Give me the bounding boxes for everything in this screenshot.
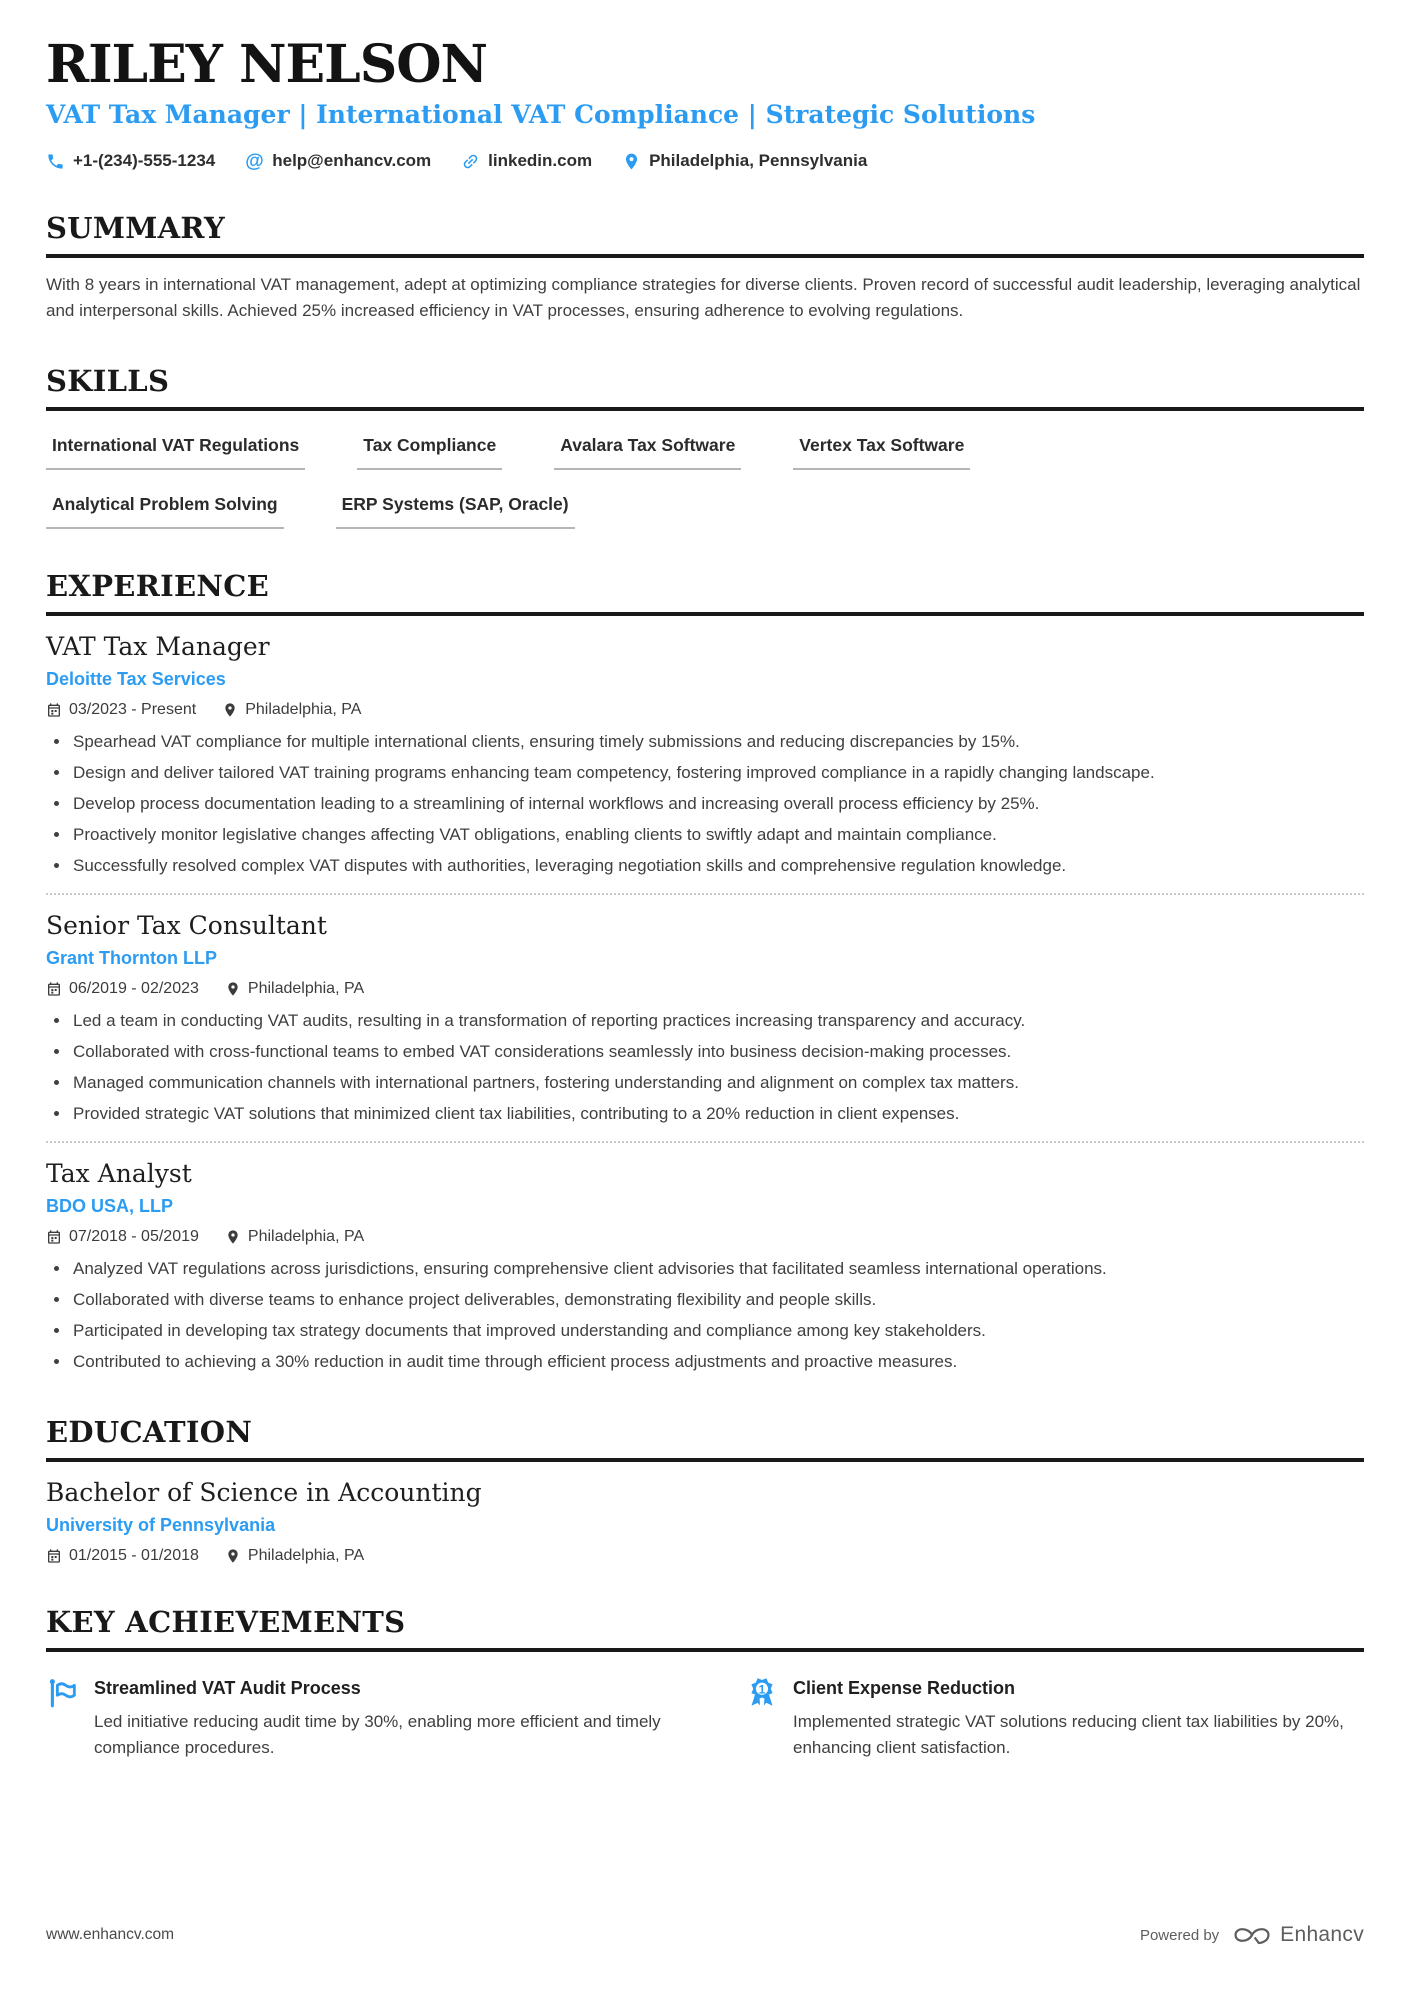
- bullet-item: • Collaborated with cross-functional teams to embed VAT considerations seamlessly into business decision-making processes.: [71, 1039, 1364, 1065]
- contact-location-value: Philadelphia, Pennsylvania: [649, 151, 868, 171]
- contact-link[interactable]: [461, 151, 592, 171]
- job-location: [225, 1228, 364, 1246]
- bullet-item: • Successfully resolved complex VAT disputes with authorities, leveraging negotiation skills and comprehensive regulation knowledge.: [71, 853, 1364, 879]
- job-dates-text: 06/2019 - 02/2023: [69, 980, 199, 998]
- skill-item: Vertex Tax Software: [793, 435, 970, 470]
- skills-section: [46, 364, 1364, 529]
- job-dates: [46, 1228, 199, 1246]
- calendar-icon: [46, 981, 62, 997]
- experience-section: [46, 569, 1364, 1375]
- job-company[interactable]: Deloitte Tax Services: [46, 669, 226, 690]
- job-dates: [46, 701, 196, 719]
- bullet-item: • Develop process documentation leading to a streamlining of internal workflows and increasing overall process efficiency by 25%.: [71, 791, 1364, 817]
- job-dates: [46, 980, 199, 998]
- person-headline: VAT Tax Manager | International VAT Compliance | Strategic Solutions: [46, 99, 1036, 129]
- achievements-heading: KEY ACHIEVEMENTS: [46, 1605, 1364, 1652]
- calendar-icon: [46, 1548, 62, 1564]
- contact-phone-value: +1-(234)-555-1234: [73, 151, 216, 171]
- job-meta-row: [46, 980, 1364, 998]
- contact-email-value: help@enhancv.com: [272, 151, 432, 171]
- contact-link-value: linkedin.com: [488, 151, 593, 171]
- bullet-item: • Design and deliver tailored VAT training programs enhancing team competency, fostering improved compliance in a rapidly changing landscape.: [71, 760, 1364, 786]
- footer-site-link[interactable]: www.enhancv.com: [46, 1926, 175, 1943]
- experience-entry: [46, 895, 1364, 1127]
- job-meta-row: [46, 701, 1364, 719]
- enhancv-brand[interactable]: [1231, 1923, 1364, 1947]
- enhancv-brand-name: Enhancv: [1280, 1923, 1364, 1946]
- achievement-text: Implemented strategic VAT solutions reducing client tax liabilities by 20%, enhancing client satisfaction.: [793, 1712, 1344, 1758]
- summary-text: With 8 years in international VAT management, adept at optimizing compliance strategies for diverse clients. Proven record of successful audit leadership, leveraging analytical and interpersonal skills. Achieved 25% increased efficiency in VAT processes, ensuring adherence to evolving regulations.: [46, 275, 1361, 321]
- achievements-grid: [46, 1678, 1364, 1761]
- job-meta-row: [46, 1228, 1364, 1246]
- job-location: [225, 980, 364, 998]
- bullet-item: • Led a team in conducting VAT audits, resulting in a transformation of reporting practices increasing transparency and accuracy.: [71, 1008, 1364, 1034]
- job-location-text: Philadelphia, PA: [245, 701, 362, 719]
- bullet-item: • Participated in developing tax strategy documents that improved understanding and compliance among key stakeholders.: [71, 1318, 1364, 1344]
- achievement-title: Streamlined VAT Audit Process: [94, 1678, 361, 1699]
- skill-item: Avalara Tax Software: [554, 435, 741, 470]
- achievement-item: [46, 1678, 665, 1761]
- link-icon: [457, 148, 484, 175]
- experience-heading: EXPERIENCE: [46, 569, 1364, 616]
- bullet-item: • Spearhead VAT compliance for multiple international clients, ensuring timely submissions and reducing discrepancies by 15%.: [71, 729, 1364, 755]
- pin-icon: [222, 702, 238, 718]
- skill-item: International VAT Regulations: [46, 435, 305, 470]
- contact-location: [622, 151, 867, 171]
- job-bullets: [46, 729, 1364, 879]
- resume-header: [46, 34, 1364, 172]
- degree-title: Bachelor of Science in Accounting: [46, 1478, 482, 1508]
- calendar-icon: [46, 1229, 62, 1245]
- achievement-title: Client Expense Reduction: [793, 1678, 1016, 1699]
- job-title: VAT Tax Manager: [46, 632, 270, 662]
- job-bullets: [46, 1008, 1364, 1127]
- job-location-text: Philadelphia, PA: [247, 980, 365, 998]
- contact-row: [46, 151, 1364, 171]
- skills-row-1: [46, 435, 1364, 470]
- medal-icon: [745, 1676, 779, 1710]
- page-footer: [46, 1923, 1364, 1947]
- bullet-item: • Contributed to achieving a 30% reduction in audit time through efficient process adjustments and proactive measures.: [71, 1349, 1364, 1375]
- job-location: [222, 701, 361, 719]
- flag-icon: [46, 1676, 80, 1710]
- contact-email[interactable]: [245, 151, 431, 171]
- powered-by-label: Powered by: [1139, 1926, 1220, 1944]
- enhancv-logo-icon: [1231, 1923, 1273, 1947]
- education-location-text: Philadelphia, PA: [247, 1547, 365, 1565]
- job-company[interactable]: Grant Thornton LLP: [46, 948, 217, 969]
- bullet-item: • Managed communication channels with international partners, fostering understanding and alignment on complex tax matters.: [71, 1070, 1364, 1096]
- school-name[interactable]: University of Pennsylvania: [46, 1515, 276, 1536]
- bullet-item: • Collaborated with diverse teams to enhance project deliverables, demonstrating flexibility and people skills.: [71, 1287, 1364, 1313]
- at-icon: @: [245, 150, 264, 172]
- education-section: [46, 1415, 1364, 1565]
- pin-icon: [225, 1548, 241, 1564]
- skills-heading: SKILLS: [46, 364, 1364, 411]
- bullet-item: • Analyzed VAT regulations across jurisdictions, ensuring comprehensive client advisories that facilitated seamless international operations.: [71, 1256, 1364, 1282]
- skill-item: Analytical Problem Solving: [46, 494, 284, 529]
- skill-item: ERP Systems (SAP, Oracle): [336, 494, 575, 529]
- education-dates: [46, 1547, 199, 1565]
- achievement-text: Led initiative reducing audit time by 30%, enabling more efficient and timely compliance procedures.: [94, 1712, 661, 1758]
- phone-icon: [46, 152, 65, 171]
- location-pin-icon: [622, 152, 641, 171]
- education-location: [225, 1547, 364, 1565]
- education-heading: EDUCATION: [46, 1415, 1364, 1462]
- svg-text:1: 1: [758, 1682, 766, 1697]
- pin-icon: [225, 1229, 241, 1245]
- job-dates-text: 07/2018 - 05/2019: [69, 1228, 199, 1246]
- calendar-icon: [46, 702, 62, 718]
- achievement-item: [745, 1678, 1364, 1761]
- summary-section: [46, 211, 1364, 324]
- education-entry: [46, 1462, 1364, 1565]
- powered-by: [1140, 1923, 1364, 1947]
- education-dates-text: 01/2015 - 01/2018: [69, 1547, 199, 1565]
- job-title: Tax Analyst: [46, 1159, 192, 1189]
- education-meta-row: [46, 1547, 1364, 1565]
- job-bullets: [46, 1256, 1364, 1375]
- contact-phone[interactable]: [46, 151, 215, 171]
- bullet-item: • Provided strategic VAT solutions that minimized client tax liabilities, contributing to a 20% reduction in client expenses.: [71, 1101, 1364, 1127]
- experience-entry: [46, 616, 1364, 879]
- skills-row-2: [46, 494, 1364, 529]
- achievements-section: [46, 1605, 1364, 1761]
- job-company[interactable]: BDO USA, LLP: [46, 1196, 174, 1217]
- person-name: RILEY NELSON: [46, 34, 488, 95]
- experience-entry: [46, 1143, 1364, 1375]
- pin-icon: [225, 981, 241, 997]
- skill-item: Tax Compliance: [357, 435, 502, 470]
- bullet-item: • Proactively monitor legislative changes affecting VAT obligations, enabling clients to swiftly adapt and maintain compliance.: [71, 822, 1364, 848]
- job-location-text: Philadelphia, PA: [247, 1228, 365, 1246]
- job-title: Senior Tax Consultant: [46, 911, 327, 941]
- summary-heading: SUMMARY: [46, 211, 1364, 258]
- job-dates-text: 03/2023 - Present: [69, 701, 197, 719]
